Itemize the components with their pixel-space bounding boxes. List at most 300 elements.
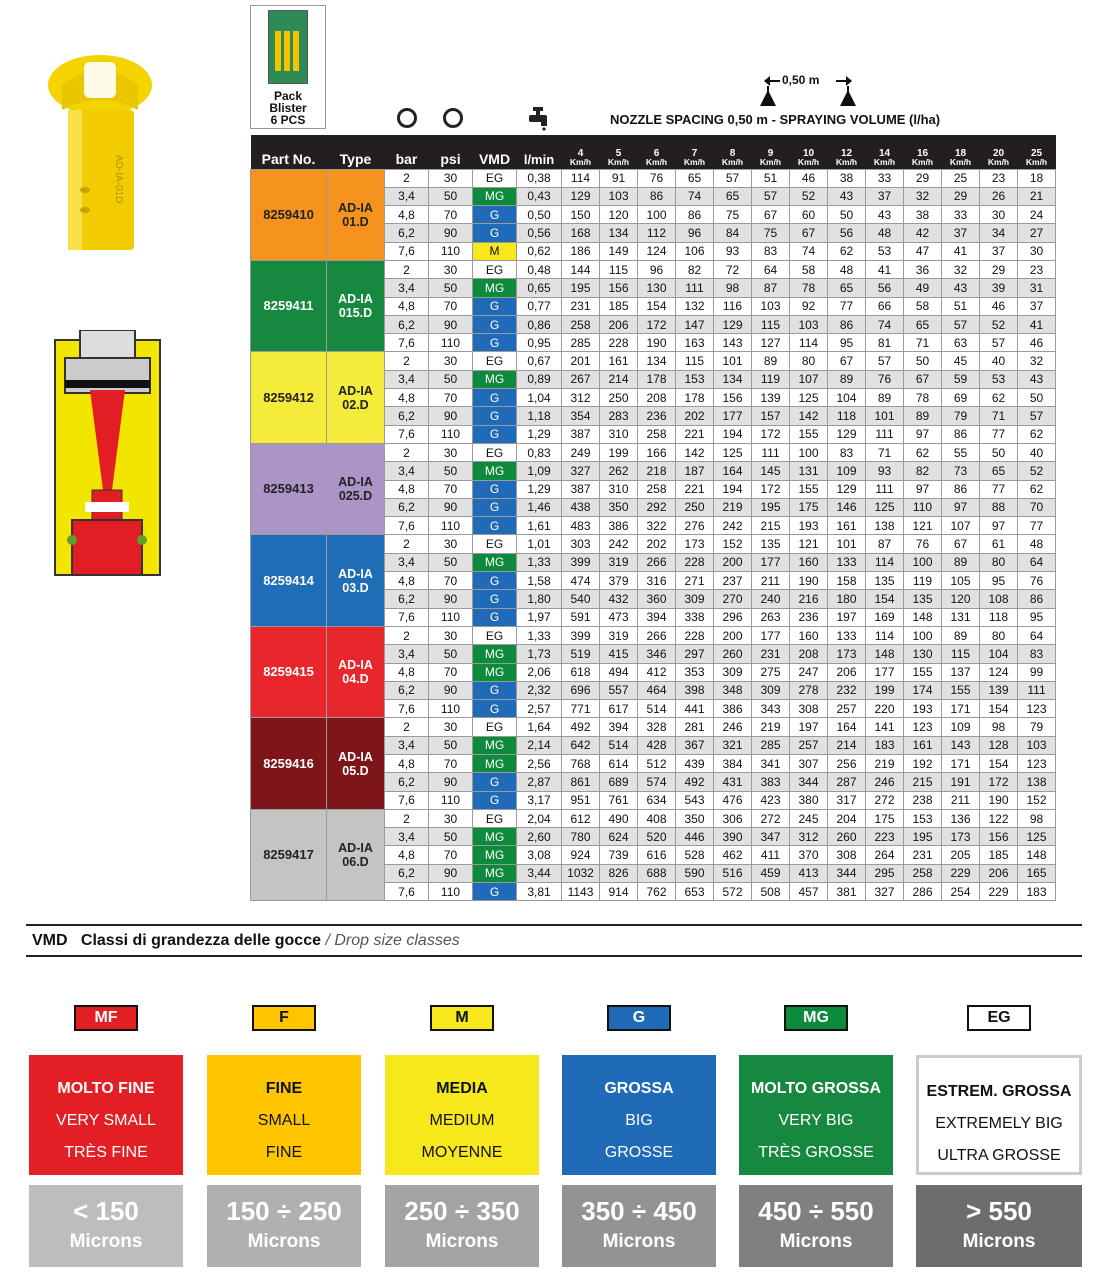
volume-cell: 41 — [1018, 315, 1056, 333]
bar-cell: 2 — [385, 352, 429, 370]
bar-cell: 2 — [385, 626, 429, 644]
volume-cell: 634 — [638, 791, 676, 809]
speed-value: 20 — [992, 147, 1005, 159]
volume-cell: 115 — [942, 645, 980, 663]
volume-cell: 86 — [676, 206, 714, 224]
type-line1: AD-IA — [338, 566, 373, 581]
volume-cell: 95 — [828, 334, 866, 352]
flow-cell: 0,56 — [517, 224, 562, 242]
volume-cell: 64 — [1018, 553, 1056, 571]
vmd-cell: G — [473, 590, 517, 608]
class-label-l2: VERY SMALL — [56, 1112, 156, 1129]
volume-cell: 492 — [676, 773, 714, 791]
pack-line2: Blister — [269, 101, 307, 115]
flow-cell: 3,17 — [517, 791, 562, 809]
type-line1: AD-IA — [338, 200, 373, 215]
volume-cell: 138 — [866, 517, 904, 535]
volume-cell: 112 — [638, 224, 676, 242]
volume-cell: 439 — [676, 755, 714, 773]
vmd-cell: G — [473, 334, 517, 352]
volume-cell: 215 — [904, 773, 942, 791]
type-line2: 025.D — [338, 489, 373, 504]
volume-cell: 120 — [600, 206, 638, 224]
volume-cell: 257 — [828, 700, 866, 718]
svg-text:AD-IA-01D: AD-IA-01D — [113, 155, 124, 204]
vmd-cell: EG — [473, 626, 517, 644]
volume-cell: 166 — [638, 443, 676, 461]
part-number: 8259417 — [251, 809, 327, 900]
volume-cell: 229 — [942, 864, 980, 882]
volume-cell: 29 — [904, 169, 942, 187]
volume-cell: 133 — [828, 626, 866, 644]
volume-cell: 37 — [866, 187, 904, 205]
table-row — [251, 718, 1056, 736]
volume-cell: 924 — [562, 846, 600, 864]
volume-cell: 696 — [562, 681, 600, 699]
nozzle-type — [327, 718, 385, 809]
volume-cell: 380 — [790, 791, 828, 809]
header-speed-12 — [828, 135, 866, 169]
bar-cell: 6,2 — [385, 407, 429, 425]
volume-cell: 30 — [980, 206, 1018, 224]
vmd-cell: MG — [473, 187, 517, 205]
psi-cell: 50 — [429, 462, 473, 480]
volume-cell: 381 — [828, 883, 866, 901]
nozzle-type — [327, 352, 385, 443]
volume-cell: 175 — [790, 498, 828, 516]
vmd-cell: G — [473, 791, 517, 809]
volume-cell: 156 — [980, 828, 1018, 846]
bar-cell: 6,2 — [385, 864, 429, 882]
volume-cell: 219 — [714, 498, 752, 516]
volume-cell: 432 — [600, 590, 638, 608]
volume-cell: 40 — [980, 352, 1018, 370]
volume-cell: 174 — [904, 681, 942, 699]
flow-cell: 0,86 — [517, 315, 562, 333]
volume-cell: 43 — [866, 206, 904, 224]
volume-cell: 119 — [904, 572, 942, 590]
volume-cell: 354 — [562, 407, 600, 425]
volume-cell: 258 — [638, 425, 676, 443]
volume-cell: 21 — [1018, 187, 1056, 205]
volume-cell: 115 — [752, 315, 790, 333]
volume-cell: 70 — [1018, 498, 1056, 516]
volume-cell: 283 — [600, 407, 638, 425]
volume-cell: 75 — [714, 206, 752, 224]
nozzle-type — [327, 809, 385, 900]
volume-cell: 739 — [600, 846, 638, 864]
volume-cell: 33 — [866, 169, 904, 187]
volume-cell: 125 — [714, 443, 752, 461]
bar-cell: 6,2 — [385, 773, 429, 791]
pack-line3: 6 PCS — [270, 113, 306, 127]
volume-cell: 195 — [752, 498, 790, 516]
volume-cell: 71 — [866, 443, 904, 461]
volume-cell: 161 — [600, 352, 638, 370]
psi-cell: 90 — [429, 224, 473, 242]
type-line2: 05.D — [342, 763, 369, 778]
flow-cell: 0,48 — [517, 260, 562, 278]
bar-cell: 2 — [385, 809, 429, 827]
volume-cell: 250 — [676, 498, 714, 516]
volume-cell: 127 — [752, 334, 790, 352]
type-line2: 06.D — [342, 855, 369, 870]
type-line1: AD-IA — [338, 292, 373, 307]
volume-cell: 328 — [638, 718, 676, 736]
speed-value: 18 — [954, 147, 967, 159]
volume-cell: 394 — [638, 608, 676, 626]
volume-cell: 557 — [600, 681, 638, 699]
header-lmin: l/min — [517, 135, 562, 169]
volume-cell: 37 — [980, 242, 1018, 260]
volume-cell: 138 — [1018, 773, 1056, 791]
volume-cell: 826 — [600, 864, 638, 882]
part-number: 8259411 — [251, 260, 327, 351]
volume-cell: 446 — [676, 828, 714, 846]
class-label-l2: BIG — [625, 1112, 653, 1129]
volume-cell: 245 — [790, 809, 828, 827]
range-value: > 550 — [966, 1196, 1032, 1226]
volume-cell: 148 — [866, 645, 904, 663]
psi-cell: 30 — [429, 809, 473, 827]
volume-cell: 48 — [866, 224, 904, 242]
volume-cell: 92 — [790, 297, 828, 315]
volume-cell: 281 — [676, 718, 714, 736]
volume-cell: 152 — [714, 535, 752, 553]
volume-cell: 237 — [714, 572, 752, 590]
class-label-l1: MOLTO FINE — [57, 1080, 155, 1097]
volume-cell: 81 — [866, 334, 904, 352]
bar-cell: 3,4 — [385, 370, 429, 388]
micron-range — [562, 1185, 716, 1267]
volume-cell: 574 — [638, 773, 676, 791]
volume-cell: 100 — [638, 206, 676, 224]
volume-cell: 157 — [752, 407, 790, 425]
volume-cell: 125 — [1018, 828, 1056, 846]
class-label-l3: FINE — [265, 1144, 303, 1161]
volume-cell: 62 — [1018, 425, 1056, 443]
volume-cell: 260 — [714, 645, 752, 663]
volume-cell: 114 — [866, 553, 904, 571]
table-row — [251, 535, 1056, 553]
range-value: 350 ÷ 450 — [581, 1196, 697, 1226]
volume-cell: 177 — [714, 407, 752, 425]
psi-cell: 50 — [429, 828, 473, 846]
psi-cell: 30 — [429, 718, 473, 736]
volume-cell: 152 — [1018, 791, 1056, 809]
volume-cell: 77 — [1018, 517, 1056, 535]
part-number: 8259413 — [251, 443, 327, 534]
volume-cell: 441 — [676, 700, 714, 718]
pack-text — [251, 90, 325, 126]
volume-cell: 194 — [714, 425, 752, 443]
speed-unit: Km/h — [835, 156, 858, 167]
volume-cell: 316 — [638, 572, 676, 590]
volume-cell: 134 — [638, 352, 676, 370]
volume-cell: 124 — [980, 663, 1018, 681]
flow-cell: 2,56 — [517, 755, 562, 773]
flow-cell: 1,73 — [517, 645, 562, 663]
volume-cell: 95 — [1018, 608, 1056, 626]
nozzle-section-icon — [50, 330, 165, 580]
volume-cell: 386 — [600, 517, 638, 535]
vmd-cell: MG — [473, 663, 517, 681]
volume-cell: 370 — [790, 846, 828, 864]
part-number: 8259412 — [251, 352, 327, 443]
volume-cell: 618 — [562, 663, 600, 681]
volume-cell: 514 — [638, 700, 676, 718]
bar-cell: 7,6 — [385, 517, 429, 535]
volume-cell: 82 — [676, 260, 714, 278]
volume-cell: 146 — [828, 498, 866, 516]
volume-cell: 276 — [676, 517, 714, 535]
vmd-cell: EG — [473, 718, 517, 736]
vmd-title-c: / Drop size classes — [325, 932, 460, 949]
psi-cell: 70 — [429, 846, 473, 864]
volume-cell: 195 — [904, 828, 942, 846]
header-speed-6 — [638, 135, 676, 169]
flow-cell: 0,50 — [517, 206, 562, 224]
volume-cell: 74 — [790, 242, 828, 260]
volume-cell: 65 — [676, 169, 714, 187]
volume-cell: 492 — [562, 718, 600, 736]
volume-cell: 100 — [904, 553, 942, 571]
volume-cell: 238 — [904, 791, 942, 809]
volume-cell: 292 — [638, 498, 676, 516]
bar-cell: 6,2 — [385, 224, 429, 242]
volume-cell: 154 — [638, 297, 676, 315]
volume-cell: 231 — [904, 846, 942, 864]
volume-cell: 327 — [562, 462, 600, 480]
class-code: F — [252, 1005, 316, 1031]
psi-cell: 70 — [429, 755, 473, 773]
volume-cell: 101 — [714, 352, 752, 370]
volume-cell: 124 — [638, 242, 676, 260]
volume-cell: 57 — [1018, 407, 1056, 425]
volume-cell: 142 — [790, 407, 828, 425]
volume-cell: 228 — [600, 334, 638, 352]
volume-cell: 62 — [904, 443, 942, 461]
speed-unit: Km/h — [721, 156, 744, 167]
volume-cell: 101 — [866, 407, 904, 425]
class-box — [29, 1055, 183, 1175]
psi-cell: 30 — [429, 443, 473, 461]
volume-cell: 161 — [904, 736, 942, 754]
psi-cell: 90 — [429, 590, 473, 608]
volume-cell: 780 — [562, 828, 600, 846]
class-code: EG — [967, 1005, 1031, 1031]
volume-cell: 399 — [562, 553, 600, 571]
volume-cell: 476 — [714, 791, 752, 809]
volume-cell: 100 — [904, 626, 942, 644]
volume-cell: 423 — [752, 791, 790, 809]
volume-cell: 390 — [714, 828, 752, 846]
volume-cell: 43 — [828, 187, 866, 205]
volume-cell: 25 — [942, 169, 980, 187]
volume-cell: 98 — [1018, 809, 1056, 827]
psi-cell: 70 — [429, 480, 473, 498]
volume-cell: 185 — [600, 297, 638, 315]
volume-cell: 50 — [828, 206, 866, 224]
volume-cell: 258 — [904, 864, 942, 882]
vmd-cell: MG — [473, 846, 517, 864]
volume-cell: 148 — [1018, 846, 1056, 864]
type-line1: AD-IA — [338, 749, 373, 764]
part-number: 8259416 — [251, 718, 327, 809]
volume-cell: 67 — [752, 206, 790, 224]
volume-cell: 173 — [942, 828, 980, 846]
volume-cell: 52 — [1018, 462, 1056, 480]
volume-cell: 171 — [942, 700, 980, 718]
volume-cell: 51 — [752, 169, 790, 187]
volume-cell: 109 — [828, 462, 866, 480]
volume-cell: 264 — [866, 846, 904, 864]
volume-cell: 768 — [562, 755, 600, 773]
header-speed-16 — [904, 135, 942, 169]
volume-cell: 459 — [752, 864, 790, 882]
volume-cell: 135 — [866, 572, 904, 590]
volume-cell: 76 — [1018, 572, 1056, 590]
volume-cell: 89 — [904, 407, 942, 425]
volume-cell: 65 — [904, 315, 942, 333]
volume-cell: 108 — [980, 590, 1018, 608]
volume-cell: 119 — [752, 370, 790, 388]
bar-cell: 3,4 — [385, 187, 429, 205]
volume-cell: 540 — [562, 590, 600, 608]
volume-cell: 160 — [790, 626, 828, 644]
volume-cell: 350 — [676, 809, 714, 827]
class-label-l3: TRÈS GROSSE — [758, 1144, 874, 1161]
volume-cell: 141 — [866, 718, 904, 736]
nozzle-type — [327, 443, 385, 534]
volume-cell: 128 — [980, 736, 1018, 754]
volume-cell: 103 — [790, 315, 828, 333]
flow-cell: 1,61 — [517, 517, 562, 535]
speed-value: 4 — [577, 147, 584, 159]
class-label-l1: MOLTO GROSSA — [750, 1080, 882, 1097]
volume-cell: 348 — [714, 681, 752, 699]
vmd-cell: MG — [473, 828, 517, 846]
volume-cell: 150 — [562, 206, 600, 224]
psi-cell: 30 — [429, 352, 473, 370]
psi-cell: 30 — [429, 260, 473, 278]
flow-cell: 1,09 — [517, 462, 562, 480]
volume-cell: 75 — [752, 224, 790, 242]
volume-cell: 107 — [790, 370, 828, 388]
volume-cell: 624 — [600, 828, 638, 846]
class-box — [207, 1055, 361, 1175]
volume-cell: 136 — [942, 809, 980, 827]
volume-cell: 156 — [600, 279, 638, 297]
flow-cell: 1,97 — [517, 608, 562, 626]
bar-cell: 2 — [385, 718, 429, 736]
header-speed-10 — [790, 135, 828, 169]
vmd-cell: EG — [473, 535, 517, 553]
volume-cell: 614 — [600, 755, 638, 773]
volume-cell: 122 — [980, 809, 1018, 827]
volume-cell: 105 — [942, 572, 980, 590]
volume-cell: 104 — [980, 645, 1018, 663]
volume-cell: 309 — [676, 590, 714, 608]
volume-cell: 89 — [942, 626, 980, 644]
volume-cell: 386 — [714, 700, 752, 718]
volume-cell: 104 — [828, 389, 866, 407]
volume-cell: 462 — [714, 846, 752, 864]
part-number: 8259414 — [251, 535, 327, 626]
spacing-label: 0,50 m — [782, 73, 820, 87]
nozzle-type — [327, 535, 385, 626]
volume-cell: 76 — [866, 370, 904, 388]
volume-cell: 84 — [714, 224, 752, 242]
bar-cell: 4,8 — [385, 663, 429, 681]
range-value: < 150 — [73, 1196, 139, 1226]
volume-cell: 103 — [600, 187, 638, 205]
volume-cell: 109 — [942, 718, 980, 736]
bar-cell: 3,4 — [385, 553, 429, 571]
flow-cell: 0,89 — [517, 370, 562, 388]
bar-cell: 4,8 — [385, 846, 429, 864]
flow-cell: 1,29 — [517, 480, 562, 498]
class-label-l3: ULTRA GROSSE — [937, 1147, 1061, 1164]
volume-cell: 48 — [828, 260, 866, 278]
vmd-cell: MG — [473, 736, 517, 754]
range-unit: Microns — [602, 1231, 676, 1252]
volume-cell: 164 — [714, 462, 752, 480]
volume-cell: 66 — [866, 297, 904, 315]
volume-cell: 46 — [790, 169, 828, 187]
psi-cell: 70 — [429, 572, 473, 590]
range-unit: Microns — [779, 1231, 853, 1252]
class-label-l2: SMALL — [257, 1112, 311, 1129]
volume-cell: 50 — [980, 443, 1018, 461]
class-box — [916, 1055, 1082, 1175]
volume-cell: 121 — [790, 535, 828, 553]
volume-cell: 41 — [942, 242, 980, 260]
range-value: 150 ÷ 250 — [226, 1196, 342, 1226]
flow-cell: 0,43 — [517, 187, 562, 205]
bar-cell: 6,2 — [385, 498, 429, 516]
volume-cell: 86 — [638, 187, 676, 205]
volume-cell: 223 — [866, 828, 904, 846]
psi-cell: 110 — [429, 425, 473, 443]
micron-range — [916, 1185, 1082, 1267]
volume-cell: 161 — [828, 517, 866, 535]
volume-cell: 144 — [562, 260, 600, 278]
vmd-cell: G — [473, 297, 517, 315]
bar-cell: 7,6 — [385, 883, 429, 901]
volume-cell: 65 — [980, 462, 1018, 480]
volume-cell: 158 — [828, 572, 866, 590]
volume-cell: 67 — [790, 224, 828, 242]
volume-cell: 214 — [828, 736, 866, 754]
nozzle-table — [250, 135, 1056, 901]
volume-cell: 76 — [638, 169, 676, 187]
volume-cell: 350 — [600, 498, 638, 516]
volume-cell: 135 — [752, 535, 790, 553]
vmd-cell: MG — [473, 755, 517, 773]
volume-cell: 266 — [638, 553, 676, 571]
volume-cell: 197 — [790, 718, 828, 736]
volume-cell: 153 — [904, 809, 942, 827]
flow-cell: 1,58 — [517, 572, 562, 590]
volume-cell: 145 — [752, 462, 790, 480]
volume-cell: 164 — [828, 718, 866, 736]
volume-cell: 412 — [638, 663, 676, 681]
volume-cell: 18 — [1018, 169, 1056, 187]
volume-cell: 219 — [752, 718, 790, 736]
blister-pack-icon — [268, 10, 308, 84]
volume-cell: 111 — [752, 443, 790, 461]
